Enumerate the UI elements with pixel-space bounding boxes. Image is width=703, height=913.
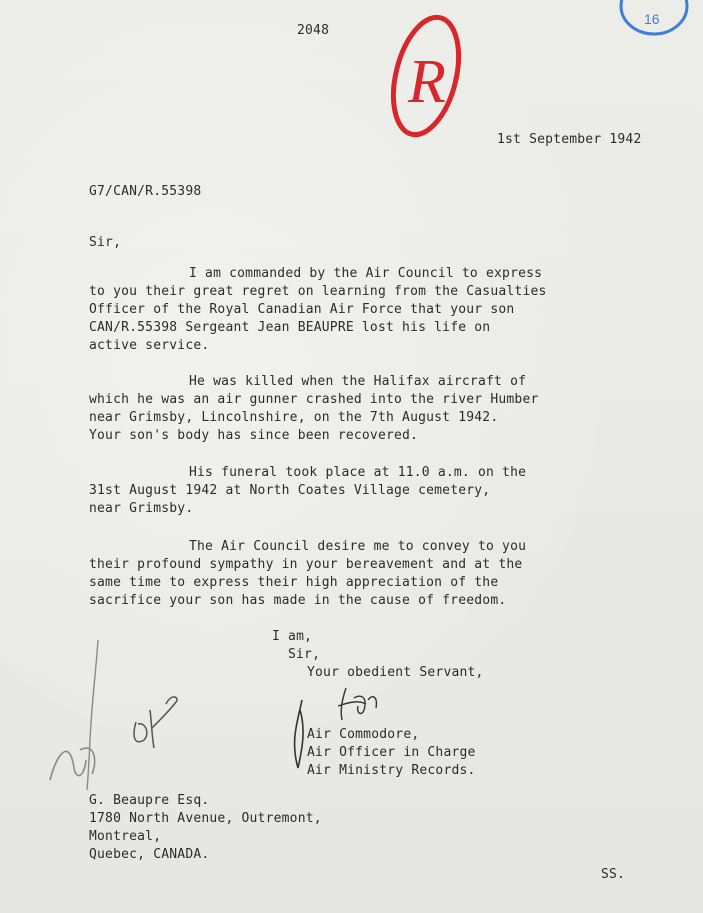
signatory-line2: Air Officer in Charge	[307, 745, 476, 760]
address-line3: Montreal,	[89, 829, 162, 844]
para3-line3: near Grimsby.	[89, 501, 194, 516]
para1-line4: CAN/R.55398 Sergeant Jean BEAUPRE lost his life on	[89, 320, 491, 335]
para1-line1: I am commanded by the Air Council to express	[189, 266, 543, 281]
para2-line1: He was killed when the Halifax aircraft of	[189, 374, 527, 389]
para2-line3: near Grimsby, Lincolnshire, on the 7th August 1942.	[89, 410, 499, 425]
closing-line2: Sir,	[288, 647, 321, 662]
address-line1: G. Beaupre Esq.	[89, 793, 210, 808]
para3-line1: His funeral took place at 11.0 a.m. on the	[189, 465, 527, 480]
para1-line2: to you their great regret on learning from the Casualties	[89, 284, 547, 299]
para4-line3: same time to express their high appreciation of the	[89, 575, 499, 590]
para2-line4: Your son's body has since been recovered.	[89, 428, 419, 443]
para3-line2: 31st August 1942 at North Coates Village cemetery,	[89, 483, 491, 498]
para4-line4: sacrifice your son has made in the cause of freedom.	[89, 593, 507, 608]
closing-line1: I am,	[272, 629, 313, 644]
signatory-line3: Air Ministry Records.	[307, 763, 476, 778]
red-r-stamp	[386, 10, 466, 140]
para4-line1: The Air Council desire me to convey to you	[189, 539, 527, 554]
salutation: Sir,	[89, 235, 122, 250]
blue-circle-mark	[614, 0, 694, 42]
address-line2: 1780 North Avenue, Outremont,	[89, 811, 322, 826]
signatory-line1: Air Commodore,	[307, 727, 420, 742]
para1-line5: active service.	[89, 338, 210, 353]
para1-line3: Officer of the Royal Canadian Air Force that your son	[89, 302, 515, 317]
address-line4: Quebec, CANADA.	[89, 847, 210, 862]
letter-date: 1st September 1942	[497, 132, 642, 147]
closing-line3: Your obedient Servant,	[307, 665, 484, 680]
file-number: 2048	[297, 23, 330, 38]
para4-line2: their profound sympathy in your bereavement and at the	[89, 557, 523, 572]
para2-line2: which he was an air gunner crashed into the river Humber	[89, 392, 539, 407]
svg-text:R: R	[408, 48, 446, 116]
typist-initials: SS.	[601, 867, 626, 882]
pencil-annotation	[40, 630, 200, 800]
reference-number: G7/CAN/R.55398	[89, 184, 202, 199]
svg-text:16: 16	[644, 11, 660, 27]
